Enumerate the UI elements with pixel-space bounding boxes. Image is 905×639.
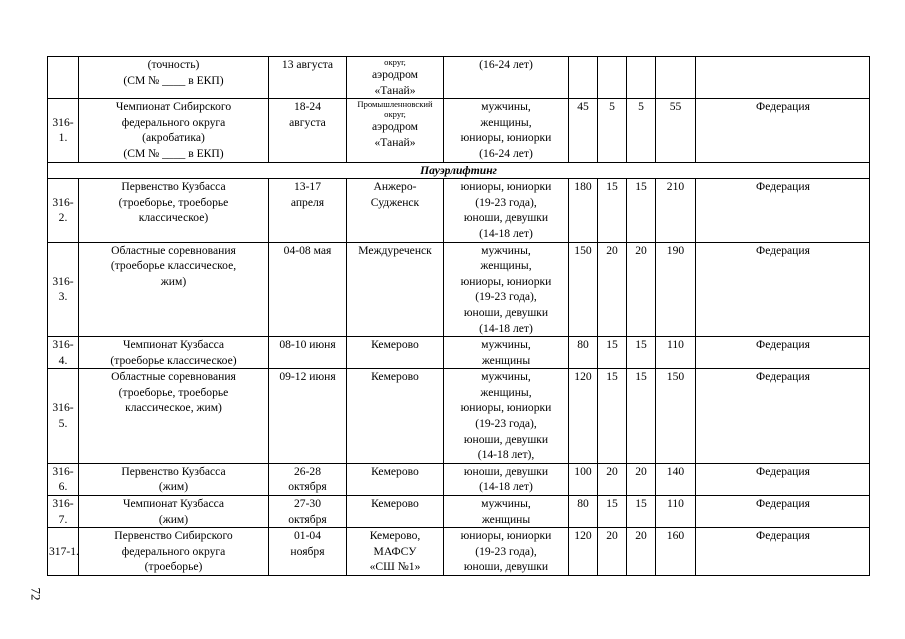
participant-groups-line: женщины, [480,115,532,129]
event-place [347,99,444,162]
participant-groups [444,369,569,464]
event-name-line: Областные соревнования [111,370,236,384]
organizer [696,57,870,99]
event-name-line: (СМ № ____ в ЕКП) [123,73,224,87]
event-place-line: Кемерово [371,338,419,352]
table-row [48,463,870,495]
event-dates-line: 09-12 июня [279,370,336,384]
row-number [48,337,79,369]
organizer: Федерация [696,496,870,528]
participant-groups-line: юниоры, юниорки [460,529,552,543]
participant-groups-line: мужчины, [481,100,531,114]
count-c1 [569,57,598,99]
row-number [48,242,79,337]
table-row [48,57,870,99]
count-c3: 15 [627,496,656,528]
count-c3 [627,57,656,99]
event-place [347,337,444,369]
organizer: Федерация [696,99,870,162]
event-place-line: МАФСУ [373,544,417,558]
count-c2: 15 [598,496,627,528]
count-c3: 20 [627,242,656,337]
event-place [347,242,444,337]
events-table [47,56,870,576]
event-name-line: (жим) [158,512,189,526]
event-dates [269,528,347,576]
row-number-line: 3. [58,290,68,304]
event-name-line: (троеборье классическое) [110,353,237,367]
event-dates-line: 13-17 [293,180,322,194]
event-dates-line: 01-04 [293,529,322,543]
count-c1: 80 [569,496,598,528]
event-dates-line: октября [288,512,327,526]
count-c3: 20 [627,528,656,576]
event-name-line: классическое) [138,211,209,225]
row-number-line: 4. [58,353,68,367]
count-c1: 120 [569,528,598,576]
table-row [48,179,870,242]
row-number [48,369,79,464]
table-row [48,528,870,576]
count-c2: 15 [598,179,627,242]
event-dates [269,337,347,369]
count-c3: 15 [627,179,656,242]
participant-groups-line: (19-23 года), [475,290,537,304]
page-number: 72 [28,587,44,601]
participant-groups-line: (14-18 лет) [479,321,533,335]
participant-groups [444,242,569,337]
participant-groups [444,57,569,99]
participant-groups-line: юноши, девушки [463,211,549,225]
table-row [48,496,870,528]
event-dates-line: октября [288,480,327,494]
event-name [79,496,269,528]
event-dates [269,242,347,337]
event-dates-line: августа [289,115,326,129]
participant-groups-line: юноши, девушки [463,464,549,478]
count-c4 [656,57,696,99]
count-c1: 180 [569,179,598,242]
event-name-line: (троеборье) [144,560,203,574]
event-name-line: жим) [160,274,187,288]
participant-groups-line: юниоры, юниорки [460,131,552,145]
participant-groups-line: юноши, девушки [463,432,549,446]
event-name [79,463,269,495]
participant-groups-line: (19-23 года), [475,195,537,209]
participant-groups-line: юниоры, юниорки [460,401,552,415]
count-c4: 110 [656,496,696,528]
count-c2: 5 [598,99,627,162]
participant-groups-line: женщины [481,512,531,526]
event-dates-line: 13 августа [281,58,334,71]
count-c1: 80 [569,337,598,369]
event-dates-line: 18-24 [293,100,322,114]
event-name-line: Чемпионат Кузбасса [122,338,225,352]
event-name-line: федерального округа [121,544,226,558]
event-dates-line: 26-28 [293,464,322,478]
participant-groups [444,99,569,162]
participant-groups-line: (19-23 года), [475,417,537,431]
event-place-line: Промышленновский [357,99,433,110]
event-name [79,242,269,337]
participant-groups-line: мужчины, [481,497,531,511]
event-dates-line: апреля [290,195,325,209]
row-number-line: 316- [52,195,74,209]
event-place-line: Кемерово [371,497,419,511]
participant-groups [444,528,569,576]
participant-groups-line: (16-24 лет) [479,58,533,71]
event-place [347,57,444,99]
count-c1: 45 [569,99,598,162]
event-name-line: Чемпионат Кузбасса [122,497,225,511]
participant-groups [444,496,569,528]
count-c1: 100 [569,463,598,495]
participant-groups-line: женщины, [480,259,532,273]
event-place-line: аэродром [372,120,418,134]
event-place-line: округ, [384,57,406,67]
participant-groups-line: мужчины, [481,370,531,384]
event-dates [269,463,347,495]
participant-groups-line: (16-24 лет) [479,146,533,160]
row-number-line: 7. [58,512,68,526]
organizer: Федерация [696,528,870,576]
event-dates-line: ноября [290,544,325,558]
event-dates [269,179,347,242]
count-c4: 110 [656,337,696,369]
participant-groups-line: женщины, [480,385,532,399]
count-c4: 140 [656,463,696,495]
event-place-line: Кемерово [371,370,419,384]
participant-groups-line: мужчины, [481,338,531,352]
event-name-line: Первенство Кузбасса [121,180,226,194]
row-number: 316-1. [48,99,79,162]
table-row [48,369,870,464]
event-name [79,528,269,576]
row-number [48,496,79,528]
event-place-line: «Танай» [374,83,416,97]
event-place [347,179,444,242]
count-c3: 5 [627,99,656,162]
event-place-line: «Танай» [374,135,416,149]
event-place-line: Междуреченск [358,243,432,257]
event-place [347,496,444,528]
event-dates [269,57,347,99]
event-place [347,528,444,576]
event-name-line: (троеборье классическое, [110,259,237,273]
event-dates [269,496,347,528]
participant-groups-line: (19-23 года), [475,544,537,558]
event-name-line: (жим) [158,480,189,494]
event-dates-line: 08-10 июня [279,338,336,352]
participant-groups [444,179,569,242]
participant-groups-line: юноши, девушки [463,560,549,574]
organizer: Федерация [696,242,870,337]
event-name-line: Чемпионат Сибирского [115,100,232,114]
row-number-line: 2. [58,211,68,225]
event-place [347,463,444,495]
participant-groups-line: юниоры, юниорки [460,180,552,194]
row-number [48,463,79,495]
count-c2: 20 [598,463,627,495]
count-c4: 190 [656,242,696,337]
count-c3: 20 [627,463,656,495]
event-dates [269,369,347,464]
event-place-line: «СШ №1» [369,560,421,574]
event-name-line: (акробатика) [142,131,205,145]
event-dates [269,99,347,162]
table-row [48,337,870,369]
row-number-line: 5. [58,417,68,431]
count-c2: 15 [598,369,627,464]
event-name [79,99,269,162]
table-row [48,99,870,162]
section-title: Пауэрлифтинг [48,162,870,179]
organizer: Федерация [696,179,870,242]
event-name-line: Первенство Кузбасса [121,464,226,478]
event-name [79,369,269,464]
participant-groups-line: мужчины, [481,243,531,257]
count-c1: 120 [569,369,598,464]
organizer: Федерация [696,369,870,464]
participant-groups-line: юноши, девушки [463,305,549,319]
row-number-line: 6. [58,480,68,494]
event-name [79,57,269,99]
event-place-line: аэродром [372,68,418,81]
event-name-line: классическое, жим) [125,401,222,415]
participant-groups-line: (14-18 лет) [479,480,533,494]
event-place-line: Судженск [370,195,420,209]
participant-groups-line: женщины [481,353,531,367]
participant-groups [444,463,569,495]
participant-groups [444,337,569,369]
section-row [48,162,870,179]
count-c3: 15 [627,369,656,464]
event-place-line: Кемерово [371,464,419,478]
event-name-line: Первенство Сибирского [114,529,233,543]
event-dates-line: 27-30 [293,497,322,511]
participant-groups-line: (14-18 лет), [477,448,535,462]
count-c2 [598,57,627,99]
event-name [79,337,269,369]
event-place-line: Кемерово, [369,529,421,543]
row-number-line: 316- [52,401,74,415]
event-dates-line: 04-08 мая [283,243,332,257]
count-c4: 160 [656,528,696,576]
row-number-line: 316- [52,497,74,511]
organizer: Федерация [696,463,870,495]
count-c2: 15 [598,337,627,369]
event-place-line: округ, [384,109,406,120]
row-number-line: 316- [52,274,74,288]
count-c2: 20 [598,242,627,337]
participant-groups-line: юниоры, юниорки [460,274,552,288]
count-c4: 55 [656,99,696,162]
event-name-line: (троеборье, троеборье [118,195,229,209]
count-c1: 150 [569,242,598,337]
event-name-line: Областные соревнования [111,243,236,257]
event-name-line: федерального округа [121,115,226,129]
count-c4: 150 [656,369,696,464]
table-row [48,242,870,337]
row-number-line: 317-1. [49,544,79,558]
row-number [48,57,79,99]
row-number [48,528,79,576]
participant-groups-line: (14-18 лет) [479,226,533,240]
event-name-line: (СМ № ____ в ЕКП) [123,146,224,160]
event-place [347,369,444,464]
count-c4: 210 [656,179,696,242]
event-name-line: (троеборье, троеборье [118,385,229,399]
row-number [48,179,79,242]
row-number-line: 316- [52,464,74,478]
event-place-line: Анжеро- [373,180,417,194]
count-c3: 15 [627,337,656,369]
count-c2: 20 [598,528,627,576]
event-name-line: (точность) [147,58,200,71]
organizer: Федерация [696,337,870,369]
row-number-line: 316- [52,338,74,352]
event-name [79,179,269,242]
